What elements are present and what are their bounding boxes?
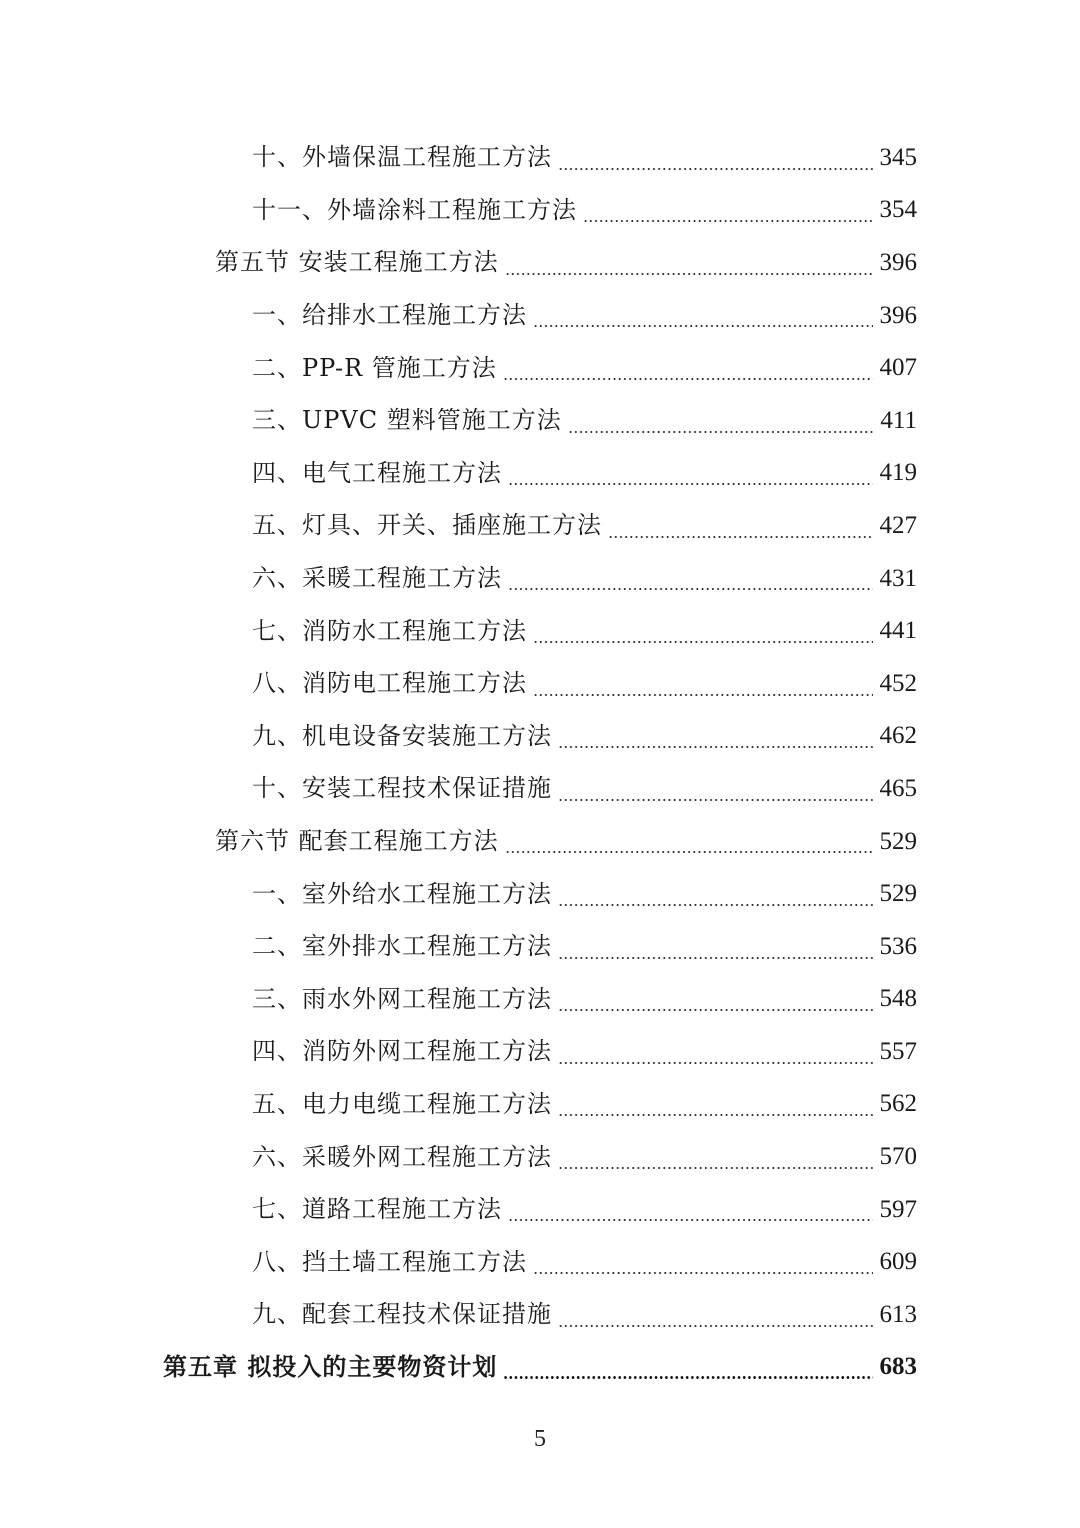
dot-leader	[533, 694, 873, 696]
dot-leader	[558, 957, 873, 959]
toc-entry-item[interactable]	[0, 762, 1080, 815]
toc-entry-chapter[interactable]	[0, 1341, 1080, 1394]
dot-leader	[558, 1167, 873, 1169]
dot-leader	[508, 483, 873, 485]
toc-entry-label: 一、给排水工程施工方法	[252, 301, 527, 330]
toc-entry-page: 431	[879, 564, 917, 592]
dot-leader	[533, 1272, 873, 1274]
toc-entry-item[interactable]	[0, 1025, 1080, 1078]
toc-entry-page: 597	[879, 1195, 917, 1223]
toc-entry-label: 二、PP-R 管施工方法	[252, 353, 497, 382]
toc-entry-label: 三、UPVC 塑料管施工方法	[252, 406, 562, 435]
dot-leader	[558, 168, 873, 170]
toc-entry-label: 三、雨水外网工程施工方法	[252, 984, 552, 1013]
toc-entry-item[interactable]	[0, 1235, 1080, 1288]
toc-entry-item[interactable]	[0, 552, 1080, 605]
toc-entry-page: 345	[879, 143, 917, 171]
toc-entry-section[interactable]	[0, 236, 1080, 289]
toc-entry-item[interactable]	[0, 1130, 1080, 1183]
toc-entry-page: 548	[879, 985, 917, 1013]
toc-entry-page: 529	[879, 880, 917, 908]
dot-leader	[558, 1325, 873, 1327]
toc-entry-label: 九、机电设备安装施工方法	[252, 721, 552, 750]
toc-entry-label: 七、消防水工程施工方法	[252, 616, 527, 645]
toc-entry-item[interactable]	[0, 973, 1080, 1026]
toc-entry-item[interactable]	[0, 1078, 1080, 1131]
toc-entry-item[interactable]	[0, 710, 1080, 763]
table-of-contents	[0, 131, 1080, 1393]
toc-entry-label: 八、挡土墙工程施工方法	[252, 1247, 527, 1276]
toc-entry-label: 一、室外给水工程施工方法	[252, 879, 552, 908]
toc-entry-item[interactable]	[0, 499, 1080, 552]
toc-entry-item[interactable]	[0, 604, 1080, 657]
toc-entry-label: 九、配套工程技术保证措施	[252, 1300, 552, 1329]
toc-entry-page: 427	[879, 511, 917, 539]
dot-leader	[533, 325, 873, 327]
toc-entry-page: 562	[879, 1090, 917, 1118]
dot-leader	[505, 273, 873, 275]
toc-entry-label: 四、电气工程施工方法	[252, 458, 502, 487]
dot-leader	[583, 220, 873, 222]
toc-entry-label: 八、消防电工程施工方法	[252, 669, 527, 698]
toc-entry-page: 683	[879, 1353, 917, 1381]
toc-entry-item[interactable]	[0, 394, 1080, 447]
toc-entry-item[interactable]	[0, 920, 1080, 973]
dot-leader	[568, 431, 873, 433]
dot-leader	[503, 1376, 873, 1379]
toc-entry-label: 六、采暖外网工程施工方法	[252, 1142, 552, 1171]
toc-entry-label: 第五节 安装工程施工方法	[215, 248, 499, 277]
toc-entry-page: 407	[879, 354, 917, 382]
toc-entry-item[interactable]	[0, 1288, 1080, 1341]
dot-leader	[558, 904, 873, 906]
dot-leader	[508, 588, 873, 590]
toc-entry-page: 609	[879, 1248, 917, 1276]
toc-entry-label: 十一、外墙涂料工程施工方法	[252, 195, 577, 224]
dot-leader	[505, 851, 873, 853]
page-number: 5	[534, 1426, 546, 1452]
toc-entry-item[interactable]	[0, 184, 1080, 237]
toc-entry-label: 四、消防外网工程施工方法	[252, 1037, 552, 1066]
toc-entry-label: 第六节 配套工程施工方法	[215, 827, 499, 856]
toc-entry-item[interactable]	[0, 341, 1080, 394]
toc-entry-page: 354	[879, 196, 917, 224]
dot-leader	[503, 378, 873, 380]
toc-entry-label: 十、外墙保温工程施工方法	[252, 143, 552, 172]
toc-entry-item[interactable]	[0, 867, 1080, 920]
toc-entry-page: 529	[879, 827, 917, 855]
dot-leader	[558, 1062, 873, 1064]
toc-entry-label: 五、电力电缆工程施工方法	[252, 1089, 552, 1118]
toc-entry-item[interactable]	[0, 1183, 1080, 1236]
toc-entry-section[interactable]	[0, 815, 1080, 868]
dot-leader	[558, 799, 873, 801]
toc-entry-page: 613	[879, 1300, 917, 1328]
dot-leader	[558, 1009, 873, 1011]
toc-entry-item[interactable]	[0, 657, 1080, 710]
toc-entry-item[interactable]	[0, 447, 1080, 500]
dot-leader	[608, 536, 873, 538]
toc-entry-page: 396	[879, 301, 917, 329]
toc-entry-page: 557	[879, 1037, 917, 1065]
toc-entry-page: 441	[879, 617, 917, 645]
dot-leader	[558, 746, 873, 748]
toc-entry-label: 七、道路工程施工方法	[252, 1195, 502, 1224]
toc-entry-page: 419	[879, 459, 917, 487]
dot-leader	[508, 1219, 873, 1221]
toc-entry-item[interactable]	[0, 289, 1080, 342]
dot-leader	[558, 1114, 873, 1116]
toc-entry-label: 六、采暖工程施工方法	[252, 564, 502, 593]
toc-entry-label: 二、室外排水工程施工方法	[252, 932, 552, 961]
toc-entry-label: 第五章 拟投入的主要物资计划	[163, 1351, 498, 1381]
toc-entry-page: 452	[879, 669, 917, 697]
toc-entry-page: 396	[879, 248, 917, 276]
toc-entry-label: 五、灯具、开关、插座施工方法	[252, 511, 602, 540]
toc-entry-page: 570	[879, 1143, 917, 1171]
toc-entry-page: 411	[880, 406, 917, 434]
toc-entry-label: 十、安装工程技术保证措施	[252, 774, 552, 803]
toc-entry-item[interactable]	[0, 131, 1080, 184]
toc-entry-page: 465	[879, 774, 917, 802]
dot-leader	[533, 641, 873, 643]
toc-entry-page: 462	[879, 722, 917, 750]
toc-entry-page: 536	[879, 932, 917, 960]
